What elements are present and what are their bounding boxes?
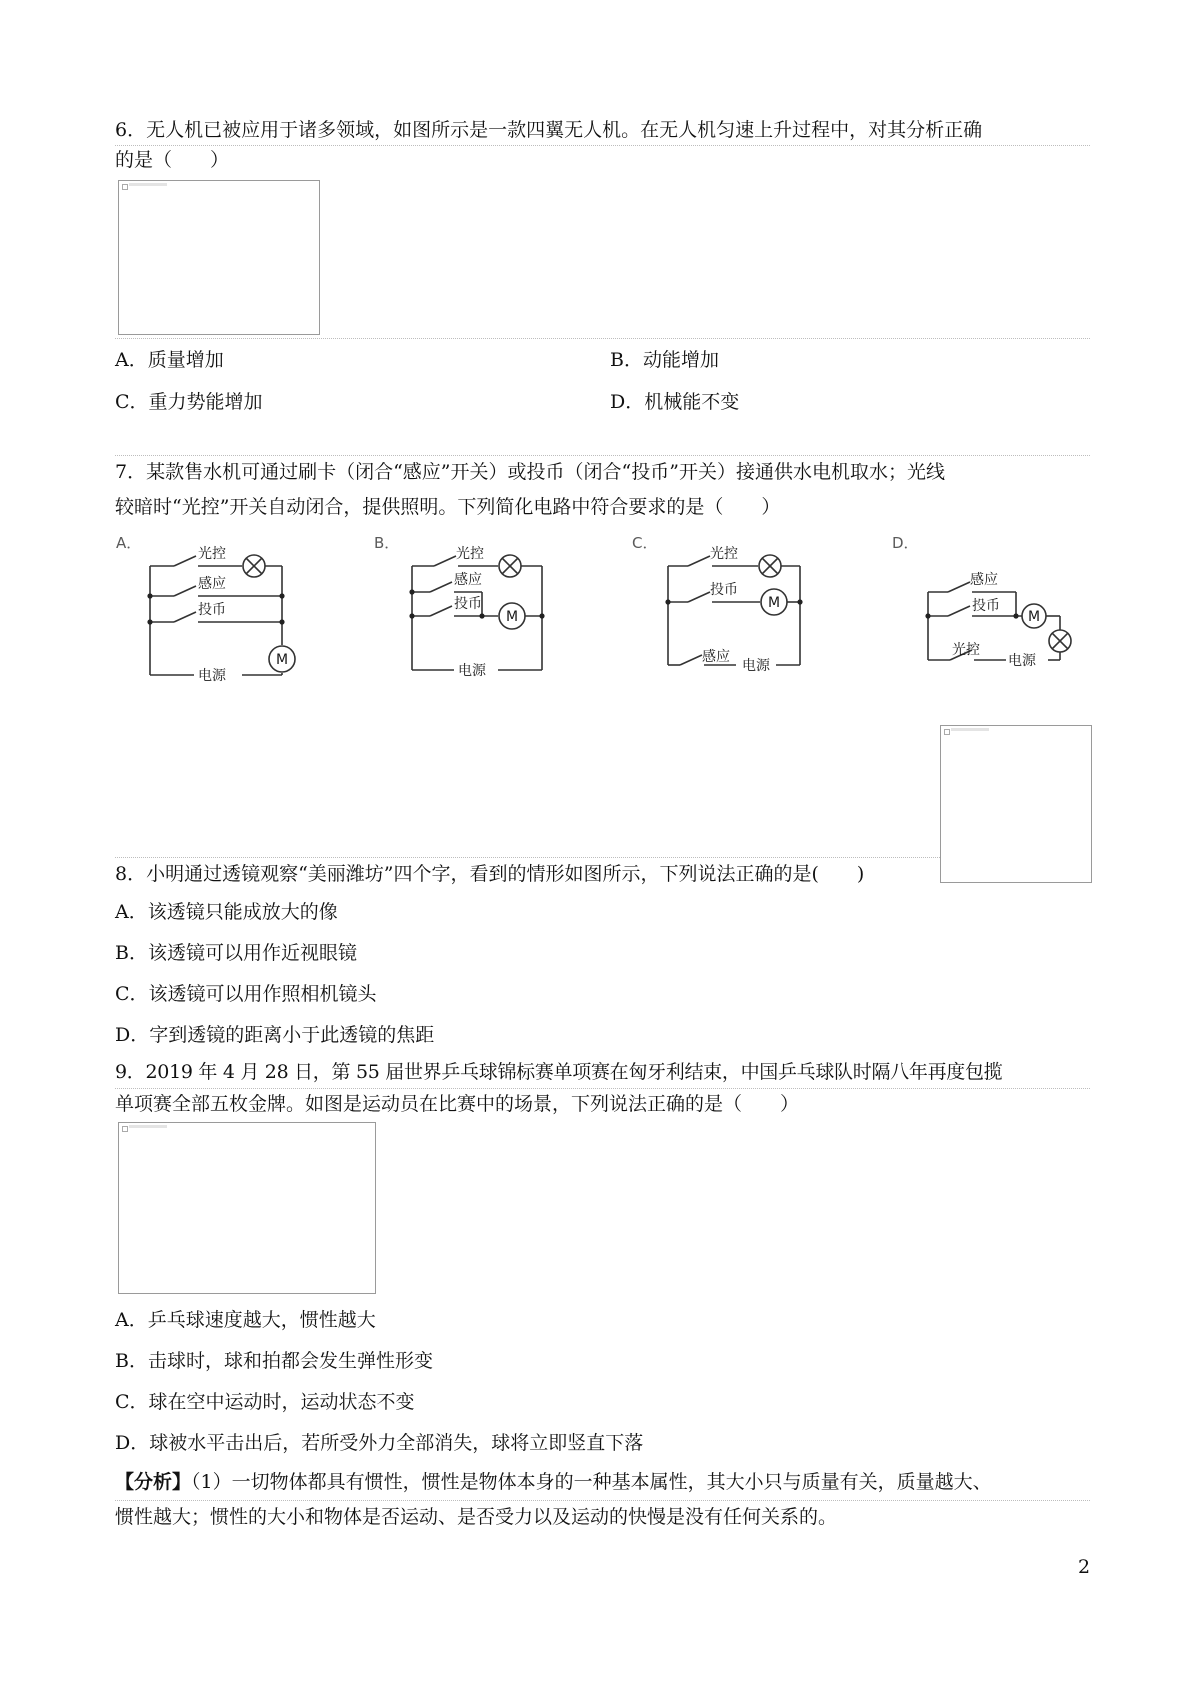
circuit-diagram-c bbox=[628, 530, 828, 690]
label-guangkong: 光控 bbox=[710, 546, 738, 562]
q9-option-a: A．乒乓球速度越大，惯性越大 bbox=[115, 1309, 376, 1331]
q6-option-a: A．质量增加 bbox=[115, 349, 224, 371]
q6-stem-line1: 6．无人机已被应用于诸多领域，如图所示是一款四翼无人机。在无人机匀速上升过程中，对其分析正确 bbox=[115, 119, 983, 141]
label-ganying: 感应 bbox=[970, 572, 998, 588]
dotted-rule bbox=[115, 1500, 1090, 1501]
motor-symbol: M bbox=[506, 609, 519, 625]
dotted-rule bbox=[115, 1088, 1090, 1089]
circuit-d-letter: D． bbox=[892, 534, 919, 552]
label-dianyuan: 电源 bbox=[198, 668, 226, 684]
dotted-rule bbox=[115, 338, 1090, 339]
analysis-line1 bbox=[115, 1470, 992, 1494]
label-ganying: 感应 bbox=[702, 649, 730, 665]
q7-stem-line1: 7．某款售水机可通过刷卡（闭合“感应”开关）或投币（闭合“投币”开关）接通供水电机取水；光线 bbox=[115, 461, 945, 483]
motor-symbol: M bbox=[1028, 609, 1041, 625]
circuit-a-letter: A． bbox=[116, 534, 142, 552]
broken-image-icon bbox=[122, 184, 128, 190]
dotted-rule bbox=[115, 455, 1090, 456]
label-ganying: 感应 bbox=[198, 576, 226, 592]
q8-lens-image-placeholder bbox=[940, 725, 1092, 883]
circuit-diagram-a bbox=[110, 530, 310, 690]
label-guangkong: 光控 bbox=[198, 546, 226, 562]
q9-stem-line2: 单项赛全部五枚金牌。如图是运动员在比赛中的场景，下列说法正确的是（ ） bbox=[115, 1093, 800, 1115]
q9-stem-line1: 9．2019 年 4 月 28 日，第 55 届世界乒乓球锦标赛单项赛在匈牙利结束，中国乒乓球队时隔八年再度包揽 bbox=[115, 1061, 1003, 1083]
q6-stem-line2: 的是（ ） bbox=[115, 149, 230, 171]
label-guangkong: 光控 bbox=[456, 546, 484, 562]
q8-option-d: D．字到透镜的距离小于此透镜的焦距 bbox=[115, 1024, 435, 1046]
label-toubi: 投币 bbox=[710, 582, 738, 598]
circuit-c-letter: C． bbox=[632, 534, 658, 552]
q9-option-b: B．击球时，球和拍都会发生弹性形变 bbox=[115, 1350, 433, 1372]
q9-pingpong-image-placeholder bbox=[118, 1122, 376, 1294]
dotted-rule bbox=[115, 857, 940, 858]
circuit-diagram-b bbox=[370, 530, 570, 690]
label-guangkong: 光控 bbox=[952, 642, 980, 658]
circuit-diagram-d bbox=[888, 530, 1088, 690]
label-dianyuan: 电源 bbox=[742, 658, 770, 674]
label-dianyuan: 电源 bbox=[1008, 653, 1036, 669]
broken-image-icon bbox=[122, 1126, 128, 1132]
q9-option-c: C．球在空中运动时，运动状态不变 bbox=[115, 1391, 415, 1413]
broken-image-icon bbox=[944, 729, 950, 735]
label-toubi: 投币 bbox=[972, 598, 1000, 614]
analysis-line2: 惯性越大；惯性的大小和物体是否运动、是否受力以及运动的快慢是没有任何关系的。 bbox=[115, 1506, 838, 1528]
q8-option-a: A．该透镜只能成放大的像 bbox=[115, 901, 338, 923]
label-toubi: 投币 bbox=[454, 596, 482, 612]
motor-symbol: M bbox=[276, 652, 289, 668]
q7-stem-line2: 较暗时“光控”开关自动闭合，提供照明。下列简化电路中符合要求的是（ ） bbox=[115, 496, 781, 518]
q6-drone-image-placeholder bbox=[118, 180, 320, 335]
circuit-b-letter: B． bbox=[374, 534, 400, 552]
q8-stem: 8．小明通过透镜观察“美丽潍坊”四个字，看到的情形如图所示，下列说法正确的是( ) bbox=[115, 863, 865, 885]
label-ganying: 感应 bbox=[454, 572, 482, 588]
q6-option-c: C．重力势能增加 bbox=[115, 391, 263, 413]
page-number: 2 bbox=[1078, 1556, 1091, 1578]
q6-option-b: B．动能增加 bbox=[610, 349, 719, 371]
analysis-text-1: （1）一切物体都具有惯性，惯性是物体本身的一种基本属性，其大小只与质量有关，质量越大、 bbox=[191, 1471, 992, 1493]
label-toubi: 投币 bbox=[198, 602, 226, 618]
dotted-rule bbox=[115, 145, 1090, 146]
analysis-tag: 【分析】 bbox=[115, 1471, 192, 1493]
label-dianyuan: 电源 bbox=[458, 663, 486, 679]
q8-option-c: C．该透镜可以用作照相机镜头 bbox=[115, 983, 377, 1005]
motor-symbol: M bbox=[768, 595, 781, 611]
q6-option-d: D．机械能不变 bbox=[610, 391, 740, 413]
q9-option-d: D．球被水平击出后，若所受外力全部消失，球将立即竖直下落 bbox=[115, 1432, 644, 1454]
q8-option-b: B．该透镜可以用作近视眼镜 bbox=[115, 942, 357, 964]
